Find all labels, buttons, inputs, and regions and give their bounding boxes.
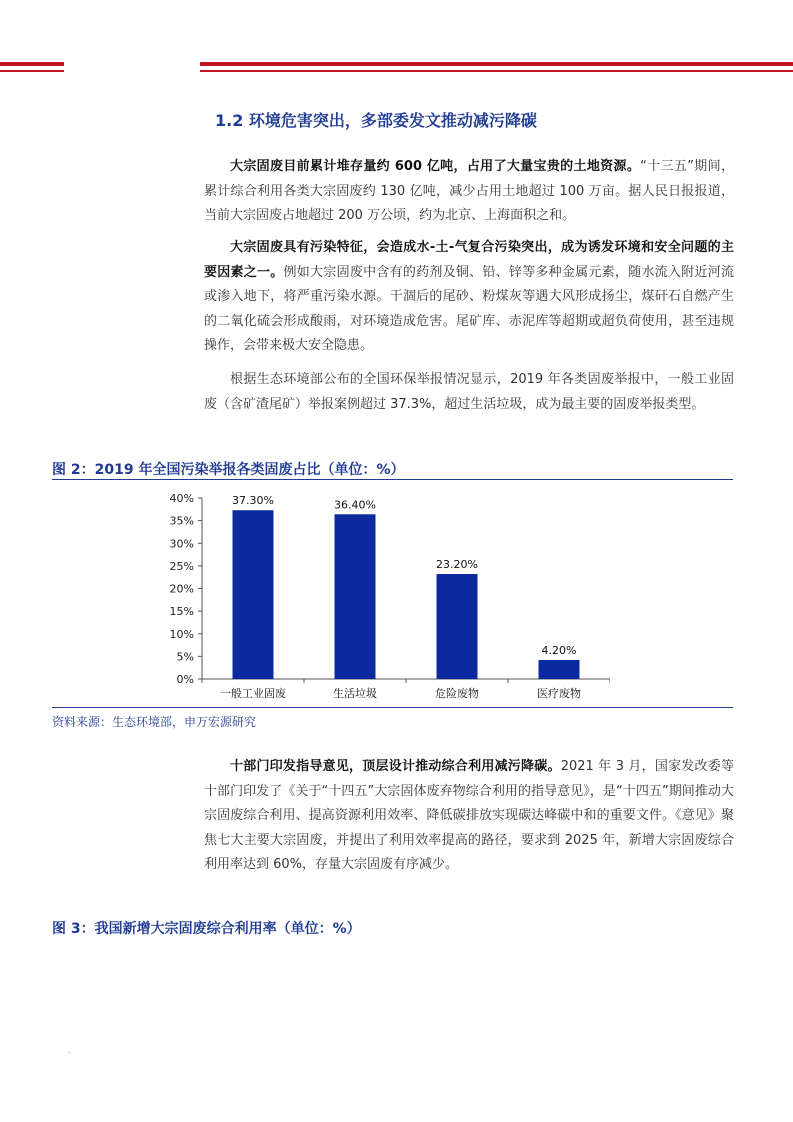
y-tick-label: 20% (169, 582, 194, 596)
data-label: 37.30% (232, 494, 274, 508)
category-label: 危险废物 (435, 687, 479, 700)
paragraph-pollution (204, 236, 734, 359)
figure-2-top-rule (52, 479, 733, 480)
data-label: 23.20% (436, 558, 478, 572)
y-tick-label: 30% (169, 537, 194, 551)
paragraph-pollution-body: 例如大宗固废中含有的药剂及铜、铅、锌等多种金属元素，随水流入附近河流或渗入地下，将严重污染水源。干涸后的尾砂、粉煤灰等遇大风形成扬尘，煤矸石自燃产生的二氧化硫会形成酸雨，对环境造成危害。尾矿库、赤泥库等超期或超负荷使用，甚至违规操作，会带来极大安全隐患。 (204, 264, 734, 353)
figure-2-source: 资料来源：生态环境部，申万宏源研究 (52, 715, 257, 729)
y-tick-label: 5% (176, 650, 194, 664)
figure-2-bottom-rule (52, 707, 733, 708)
paragraph-guidance-body: 2021 年 3 月，国家发改委等十部门印发了《关于“十四五”大宗固体废弃物综合利用的指导意见》，是“十四五”期间推动大宗固废综合利用、提高资源利用效率、降低碳排放实现碳达峰碳中和的重要文件。《意见》聚焦七大主要大宗固废，并提出了利用效率提高的路径，要求到 2025 年，新增大宗固废综合利用率达到 60%，存量大宗固废有序减少。 (204, 759, 734, 872)
bar (335, 514, 376, 679)
category-label: 生活垃圾 (333, 687, 377, 700)
category-label: 一般工业固废 (220, 687, 286, 700)
paragraph-guidance (204, 755, 734, 878)
data-label: 4.20% (541, 643, 577, 657)
header-rule-right-bottom (200, 70, 793, 72)
bar (233, 510, 274, 679)
paragraph-land-occupation-lead: 大宗固废目前累计堆存量约 600 亿吨，占用了大量宝贵的土地资源。 (230, 159, 641, 174)
paragraph-land-occupation (204, 155, 734, 229)
header-rule-left-top (0, 62, 64, 66)
header-rule-left-bottom (0, 70, 64, 72)
paragraph-guidance-lead: 十部门印发指导意见，顶层设计推动综合利用减污降碳。 (230, 759, 561, 774)
section-title: 1.2 环境危害突出，多部委发文推动减污降碳 (215, 111, 537, 130)
data-label: 36.40% (334, 498, 376, 512)
y-tick-label: 40% (169, 492, 194, 505)
paragraph-land-occupation-body: “十三五”期间，累计综合利用各类大宗固废约 130 亿吨，减少占用土地超过 100 万亩。据人民日报报道，当前大宗固废占地超过 200 万公顷，约为北京、上海面积之和。 (204, 159, 734, 223)
header-rule-right-top (200, 62, 793, 66)
figure-3-title: 图 3：我国新增大宗固废综合利用率（单位：%） (52, 921, 361, 937)
figure-2-title: 图 2：2019 年全国污染举报各类固废占比（单位：%） (52, 462, 405, 478)
bar (437, 574, 478, 679)
y-tick-label: 15% (169, 605, 194, 619)
y-tick-label: 10% (169, 627, 194, 641)
paragraph-report-stats: 根据生态环境部公布的全国环保举报情况显示，2019 年各类固废举报中，一般工业固废（含矿渣尾矿）举报案例超过 37.3%，超过生活垃圾，成为最主要的固废举报类型。 (204, 372, 734, 412)
y-tick-label: 35% (169, 514, 194, 528)
category-label: 医疗废物 (537, 687, 581, 700)
figure-2-bar-chart (150, 490, 610, 705)
bar (539, 660, 580, 679)
y-tick-label: 25% (169, 559, 194, 573)
y-tick-label: 0% (176, 673, 194, 686)
page-dot (68, 1051, 71, 1054)
paragraph-pollution-lead: 大宗固废具有污染特征，会造成水-土-气复合污染突出，成为诱发环境和安全问题的主要因素之一。 (204, 240, 734, 280)
